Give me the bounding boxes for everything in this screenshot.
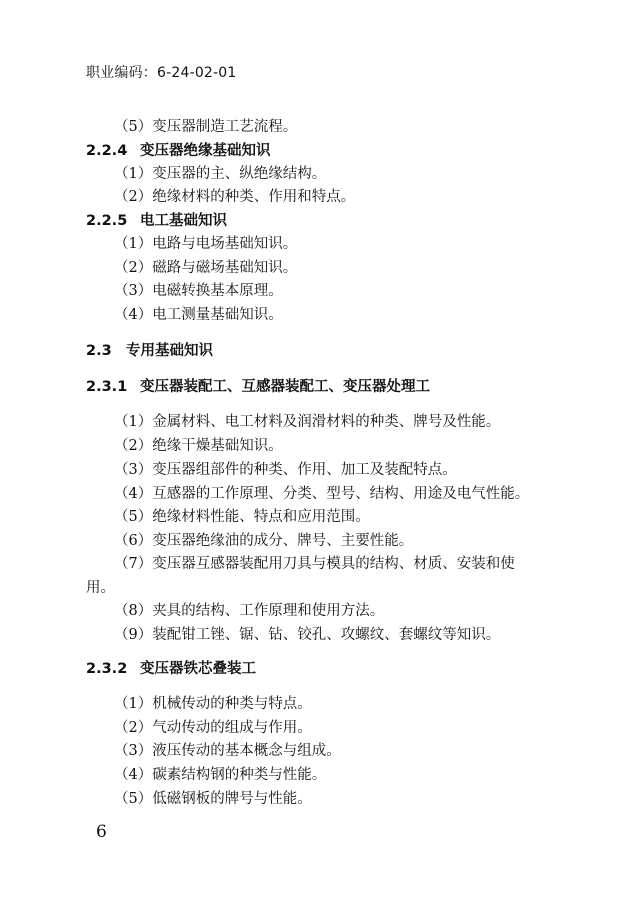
list-item: （3）液压传动的基本概念与组成。 (114, 743, 341, 759)
list-item: （2）磁路与磁场基础知识。 (114, 260, 298, 276)
section-heading-2-3-2 (86, 659, 256, 679)
section-heading-2-2-5 (86, 211, 227, 231)
list-item: （2）绝缘干燥基础知识。 (114, 438, 283, 454)
list-item: （5）绝缘材料性能、特点和应用范围。 (114, 509, 370, 525)
list-item: （4）电工测量基础知识。 (114, 307, 283, 323)
list-item: （7）变压器互感器装配用刀具与模具的结构、材质、安装和使 (114, 556, 515, 572)
list-item: （8）夹具的结构、工作原理和使用方法。 (114, 603, 385, 619)
list-item: （2）绝缘材料的种类、作用和特点。 (114, 189, 356, 205)
section-heading-2-3 (86, 341, 213, 361)
page-number: 6 (96, 822, 107, 842)
section-title: 变压器绝缘基础知识 (140, 143, 271, 159)
section-number: 2.3 (86, 343, 112, 359)
list-item: （5）变压器制造工艺流程。 (114, 119, 298, 135)
section-heading-2-3-1 (86, 377, 430, 397)
list-item: （3）电磁转换基本原理。 (114, 283, 283, 299)
section-title: 变压器铁芯叠装工 (140, 661, 256, 677)
list-item: （5）低磁钢板的牌号与性能。 (114, 791, 312, 807)
list-item: （4）碳素结构钢的种类与性能。 (114, 767, 327, 783)
section-number: 2.3.1 (86, 379, 128, 395)
occupation-code-header: 职业编码：6-24-02-01 (86, 65, 237, 81)
section-number: 2.2.5 (86, 213, 128, 229)
list-item: （1）机械传动的种类与特点。 (114, 696, 312, 712)
section-number: 2.3.2 (86, 661, 128, 677)
list-item: （6）变压器绝缘油的成分、牌号、主要性能。 (114, 533, 414, 549)
list-item: （3）变压器组部件的种类、作用、加工及装配特点。 (114, 462, 457, 478)
section-title: 电工基础知识 (140, 213, 227, 229)
list-item: （2）气动传动的组成与作用。 (114, 720, 312, 736)
section-title: 专用基础知识 (126, 343, 213, 359)
section-heading-2-2-4 (86, 141, 271, 161)
list-item: （1）金属材料、电工材料及润滑材料的种类、牌号及性能。 (114, 414, 501, 430)
list-item: （9）装配钳工锉、锯、钻、铰孔、攻螺纹、套螺纹等知识。 (114, 627, 501, 643)
section-title: 变压器装配工、互感器装配工、变压器处理工 (140, 379, 430, 395)
list-item: （1）变压器的主、纵绝缘结构。 (114, 166, 327, 182)
list-item-continuation: 用。 (86, 580, 115, 596)
list-item: （1）电路与电场基础知识。 (114, 236, 298, 252)
section-number: 2.2.4 (86, 143, 128, 159)
list-item: （4）互感器的工作原理、分类、型号、结构、用途及电气性能。 (114, 486, 530, 502)
